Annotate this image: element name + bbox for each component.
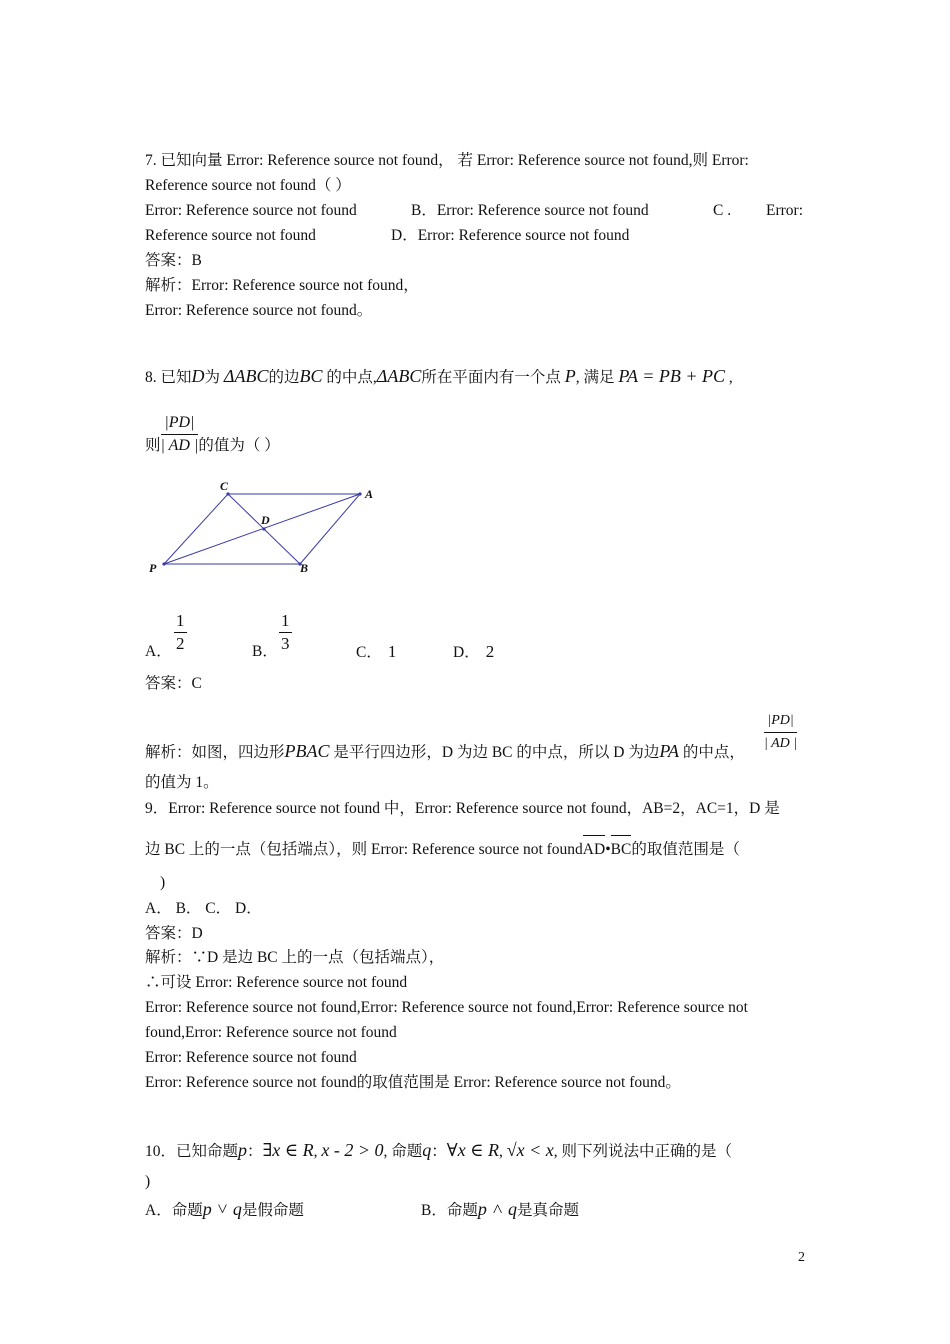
q9-options: A． B． C． D．	[145, 900, 262, 917]
q8-stem-line2: 则 $\frac{|PD|}{| AD |}$ 的值为（ ）	[145, 412, 280, 457]
label-d: D	[261, 513, 270, 527]
q10-option-a: A．命题p ˅ q是假命题	[145, 1199, 304, 1219]
q9-answer: 答案：D	[145, 925, 203, 942]
q7-line1: 7. 已知向量 Error: Reference source not found， 若 Error: Reference source not found,则 Error:	[145, 152, 749, 169]
q8-analysis-line2: 的值为 1。	[145, 774, 219, 791]
q8-ratio-fraction: $\frac{|PD|}{| AD |}$	[160, 414, 199, 454]
q7-option-d: D．Error: Reference source not found	[391, 227, 630, 244]
q7-option-c-cont: Reference source not found	[145, 227, 316, 244]
q9-analysis-2: ∴可设 Error: Reference source not found	[145, 974, 408, 991]
q9-analysis-4: found,Error: Reference source not found	[145, 1024, 397, 1041]
parallelogram-figure	[140, 478, 390, 578]
q7-option-b: B．Error: Reference source not found	[411, 202, 649, 219]
q7-analysis-1: 解析：Error: Reference source not found，	[145, 277, 419, 294]
q7-option-c: C .	[713, 202, 732, 219]
q7-analysis-2: Error: Reference source not found。	[145, 302, 373, 319]
q9-line1: 9．Error: Reference source not found 中，Error: Reference source not found，AB=2，AC=1，D 是	[145, 800, 780, 817]
label-b: B	[300, 561, 309, 575]
page-number: 2	[798, 1250, 805, 1265]
q7-answer: 答案：B	[145, 252, 202, 269]
q7-option-c-tail: Error:	[766, 202, 804, 219]
q8-option-d: D． 2	[453, 642, 495, 661]
q9-analysis-6: Error: Reference source not found的取值范围是 Error: Reference source not found。	[145, 1074, 681, 1091]
label-c: C	[220, 479, 229, 493]
q8-option-b-fraction: $\frac{1}{3}$	[281, 611, 290, 653]
label-p: P	[149, 561, 157, 575]
q7-option-a: Error: Reference source not found	[145, 202, 357, 219]
q8-stem-line1: 8. 已知D为 ΔABC的边BC 的中点,ΔABC所在平面内有一个点 P, 满足 PA = PB + PC ,	[145, 366, 733, 386]
q8-analysis-line1: 解析：如图，四边形PBAC 是平行四边形，D 为边 BC 的中点，所以 D 为边PA 的中点，	[145, 741, 745, 761]
q10-option-b: B．命题p ˄ q是真命题	[421, 1199, 580, 1219]
q9-analysis-5: Error: Reference source not found	[145, 1049, 357, 1066]
label-a: A	[365, 487, 374, 501]
vector-bc: BC	[611, 841, 632, 858]
q7-line2: Reference source not found（ ）	[145, 177, 351, 194]
q8-analysis-fraction: $\frac{|PD|}{| AD |}$	[764, 710, 797, 755]
q8-option-c: C． 1	[356, 642, 397, 661]
q9-line3: )	[160, 874, 166, 891]
edge-cp	[164, 494, 228, 564]
q9-analysis-3: Error: Reference source not found,Error: Reference source not found,Error: Reference source not	[145, 999, 748, 1016]
q10-line2: )	[145, 1173, 151, 1190]
q8-option-a: A．	[145, 643, 172, 660]
q9-line2: 边 BC 上的一点（包括端点），则 Error: Reference source not found AD• BC的取值范围是（	[145, 840, 740, 860]
q8-option-b: B．	[252, 643, 278, 660]
q8-answer: 答案：C	[145, 675, 202, 692]
q8-option-a-fraction: $\frac{1}{2}$	[176, 611, 185, 653]
vector-ad: AD	[583, 841, 605, 858]
q9-analysis-1: 解析：∵D 是边 BC 上的一点（包括端点），	[145, 949, 445, 966]
q10-stem: 10．已知命题p：∃x ∈ R, x - 2 > 0, 命题q：∀x ∈ R, √x < x, 则下列说法中正确的是（	[145, 1140, 732, 1160]
